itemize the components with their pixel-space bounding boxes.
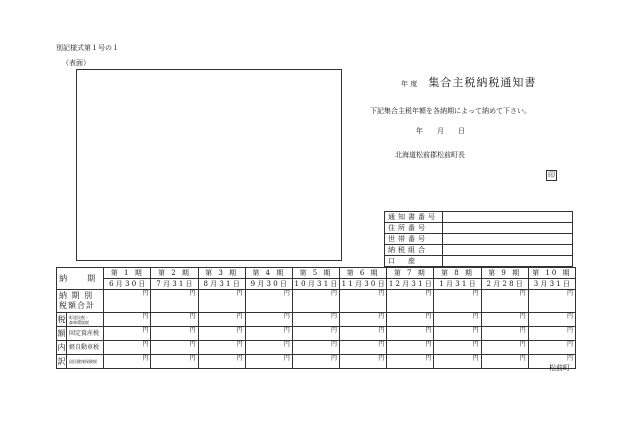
amount-cell: 円 — [481, 327, 528, 341]
amount-cell: 円 — [104, 341, 151, 355]
amount-cell: 円 — [292, 327, 339, 341]
period-name: 第 1 期 — [104, 268, 151, 279]
period-date: 1 0 月 3 1 日 — [292, 279, 339, 290]
amount-cell: 円 — [151, 313, 198, 327]
amount-cell: 円 — [387, 327, 434, 341]
amount-cell: 円 — [292, 341, 339, 355]
breakdown-label-line1: 固定資産税 — [69, 330, 100, 337]
breakdown-side-char: 訳 — [57, 355, 67, 369]
fiscal-year-label: 年 度 — [401, 80, 418, 88]
info-row-label: 住所番号 — [385, 223, 443, 234]
breakdown-row-label — [67, 355, 104, 369]
notice-title — [401, 71, 536, 90]
amount-cell: 円 — [198, 313, 245, 327]
side-label: （表面） — [62, 59, 90, 67]
amount-cell: 円 — [434, 355, 481, 369]
breakdown-label-line1: 町道民税・ — [69, 314, 90, 320]
tax-schedule-table — [56, 267, 576, 369]
total-row — [57, 290, 576, 313]
info-row-value — [443, 223, 573, 234]
breakdown-row — [57, 355, 576, 369]
amount-cell: 円 — [340, 355, 387, 369]
footer-municipality: 松前町 — [549, 364, 570, 372]
amount-cell: 円 — [104, 327, 151, 341]
amount-cell: 円 — [104, 313, 151, 327]
amount-cell: 円 — [481, 313, 528, 327]
total-row-label — [57, 290, 104, 313]
breakdown-side-char: 税 — [57, 313, 67, 327]
issuer-name: 北海道松前郡松前町長 — [395, 151, 465, 159]
period-name: 第 3 期 — [198, 268, 245, 279]
period-date: 1 1 月 3 0 日 — [340, 279, 387, 290]
amount-cell: 円 — [151, 290, 198, 313]
seal-mark: 印 — [548, 171, 555, 179]
info-row — [385, 234, 573, 245]
info-row — [385, 223, 573, 234]
breakdown-row-label — [67, 341, 104, 355]
breakdown-side-char: 内 — [57, 341, 67, 355]
date-line: 年 月 日 — [416, 127, 465, 135]
period-date: 9 月 3 0 日 — [245, 279, 292, 290]
amount-cell: 円 — [151, 327, 198, 341]
period-date: 1 2 月 3 1 日 — [387, 279, 434, 290]
amount-cell: 円 — [340, 290, 387, 313]
form-id: 別記様式第１号の１ — [56, 44, 119, 52]
breakdown-side-char: 額 — [57, 327, 67, 341]
period-date: 8 月 3 1 日 — [198, 279, 245, 290]
period-name: 第 2 期 — [151, 268, 198, 279]
address-window — [76, 69, 342, 261]
amount-cell: 円 — [340, 313, 387, 327]
breakdown-label-line1: 軽自動車税 — [69, 344, 100, 351]
notice-text: 下記集合主税年額を各納期によって納めて下さい。 — [370, 107, 531, 115]
period-date: 7 月 3 1 日 — [151, 279, 198, 290]
nouki-label: 納 期 — [57, 268, 104, 290]
period-name: 第 8 期 — [434, 268, 481, 279]
breakdown-row — [57, 327, 576, 341]
amount-cell: 円 — [434, 313, 481, 327]
amount-cell: 円 — [245, 341, 292, 355]
amount-cell: 円 — [528, 355, 575, 369]
amount-cell: 円 — [198, 341, 245, 355]
amount-cell: 円 — [245, 327, 292, 341]
amount-cell: 円 — [387, 341, 434, 355]
info-row-value — [443, 234, 573, 245]
period-name: 第 10 期 — [528, 268, 575, 279]
period-name: 第 6 期 — [340, 268, 387, 279]
info-row-label: 口 座 — [385, 256, 443, 267]
title-main: 集合主税納税通知書 — [428, 76, 537, 89]
info-row-value — [443, 245, 573, 256]
amount-cell: 円 — [198, 355, 245, 369]
info-row — [385, 256, 573, 267]
period-name: 第 5 期 — [292, 268, 339, 279]
info-row-value — [443, 256, 573, 267]
period-name: 第 9 期 — [481, 268, 528, 279]
period-date: 6 月 3 0 日 — [104, 279, 151, 290]
amount-cell: 円 — [434, 327, 481, 341]
amount-cell: 円 — [340, 327, 387, 341]
period-name: 第 4 期 — [245, 268, 292, 279]
amount-cell: 円 — [104, 355, 151, 369]
amount-cell: 円 — [104, 290, 151, 313]
amount-cell: 円 — [481, 290, 528, 313]
info-row-value — [443, 212, 573, 223]
amount-cell: 円 — [434, 290, 481, 313]
period-name-row — [57, 268, 576, 279]
amount-cell: 円 — [198, 327, 245, 341]
breakdown-row-label — [67, 313, 104, 327]
amount-cell: 円 — [528, 341, 575, 355]
amount-cell: 円 — [292, 313, 339, 327]
amount-cell: 円 — [245, 355, 292, 369]
amount-cell: 円 — [481, 341, 528, 355]
period-date-row — [57, 279, 576, 290]
amount-cell: 円 — [387, 355, 434, 369]
amount-cell: 円 — [245, 313, 292, 327]
info-row-label: 通知書番号 — [385, 212, 443, 223]
amount-cell: 円 — [528, 327, 575, 341]
breakdown-row-label — [67, 327, 104, 341]
period-date: 3 月 3 1 日 — [528, 279, 575, 290]
total-label-line1: 納 期 別 — [59, 291, 94, 300]
amount-cell: 円 — [387, 313, 434, 327]
info-row-label: 世帯番号 — [385, 234, 443, 245]
breakdown-row — [57, 313, 576, 327]
amount-cell: 円 — [198, 290, 245, 313]
amount-cell: 円 — [528, 290, 575, 313]
amount-cell: 円 — [292, 355, 339, 369]
period-date: 2 月 2 8 日 — [481, 279, 528, 290]
period-date: 1 月 3 1 日 — [434, 279, 481, 290]
amount-cell: 円 — [387, 290, 434, 313]
taxpayer-info-table — [384, 211, 573, 267]
breakdown-row — [57, 341, 576, 355]
amount-cell: 円 — [528, 313, 575, 327]
info-row-label: 納税組合 — [385, 245, 443, 256]
amount-cell: 円 — [245, 290, 292, 313]
amount-cell: 円 — [481, 355, 528, 369]
breakdown-label-line1: 国民健康保険税 — [69, 359, 98, 364]
breakdown-label-line2: 森林環境税 — [69, 319, 90, 325]
period-name: 第 7 期 — [387, 268, 434, 279]
amount-cell: 円 — [434, 341, 481, 355]
total-label-line2: 税額合計 — [59, 301, 95, 310]
amount-cell: 円 — [340, 341, 387, 355]
amount-cell: 円 — [151, 355, 198, 369]
info-row — [385, 245, 573, 256]
amount-cell: 円 — [292, 290, 339, 313]
amount-cell: 円 — [151, 341, 198, 355]
info-row — [385, 212, 573, 223]
